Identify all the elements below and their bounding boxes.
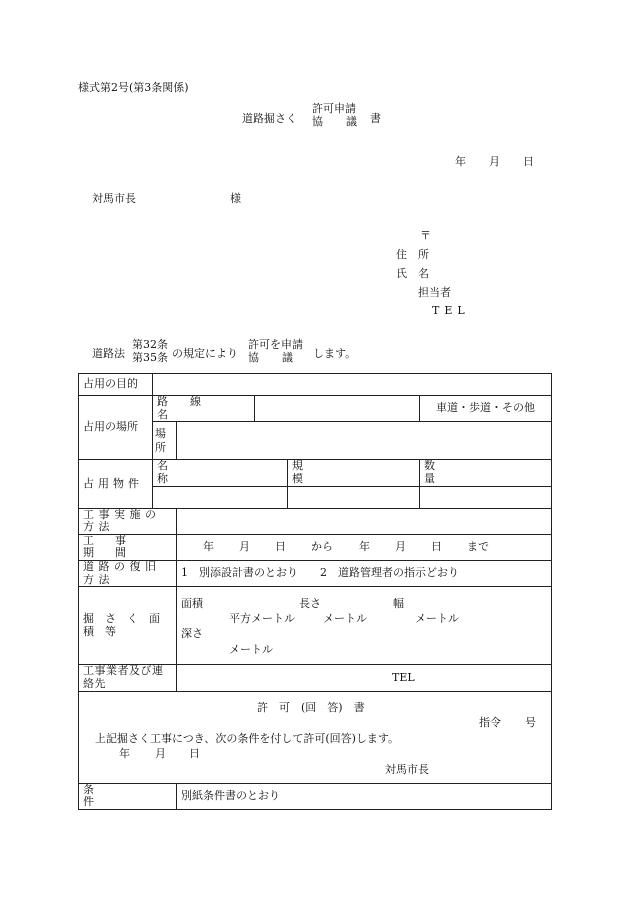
period-end-year: 年: [359, 540, 370, 554]
purpose-label: 占用の目的: [79, 374, 153, 396]
permit-day: 日: [189, 747, 200, 761]
route-field[interactable]: [255, 396, 420, 422]
statement-middle: の規定により: [172, 347, 238, 360]
spec-col-header: 規模: [288, 460, 420, 486]
width-word: 幅: [393, 596, 404, 610]
place-field[interactable]: [177, 422, 552, 460]
period-until: まで: [467, 540, 489, 554]
method-label: 工事実施の方法: [79, 508, 177, 534]
name-col-header: 名称: [153, 460, 288, 486]
date-day: 日: [523, 155, 534, 168]
title-options: [312, 102, 363, 128]
article-32: 第32条: [132, 338, 168, 351]
row-area: [79, 587, 552, 665]
statement-law: 道路法: [92, 347, 125, 360]
permit-body: 上記掘さく工事につき、次の条件を付して許可(回答)します。: [95, 732, 400, 746]
period-start-day: 日: [275, 540, 286, 554]
permit-signer: 対馬市長: [385, 763, 429, 777]
statement-option-consult: 協 議: [248, 351, 299, 364]
area-label: 掘さく面積等: [79, 587, 177, 665]
qty-field[interactable]: [420, 486, 552, 508]
period-label: 工事期間: [79, 534, 177, 560]
statement-options: [248, 338, 303, 364]
period-from: から: [311, 540, 333, 554]
title-suffix: 書: [370, 112, 381, 125]
contractor-label: 工事業者及び連絡先: [79, 665, 177, 691]
title-option-consult: 協 議: [312, 115, 363, 128]
period-start-month: 月: [239, 540, 250, 554]
postal-mark: 〒: [420, 229, 431, 242]
permit-block: [79, 691, 552, 783]
permit-content: [79, 692, 551, 782]
statement-option-permit: 許可を申請: [248, 338, 303, 351]
honorific: 様: [230, 192, 241, 205]
row-location-route: [79, 396, 552, 422]
title-prefix: 道路掘さく: [242, 112, 297, 125]
meter-unit-depth: メートル: [229, 642, 273, 656]
application-table: [78, 373, 552, 810]
tel-label: TEL: [432, 304, 470, 317]
row-condition: [79, 783, 552, 809]
area-field[interactable]: [177, 587, 552, 665]
contractor-field[interactable]: TEL: [177, 665, 552, 691]
row-period: [79, 534, 552, 560]
qty-col-header: 数量: [420, 460, 552, 486]
length-word: 長さ: [299, 596, 321, 610]
meter-unit-length: メートル: [323, 611, 367, 625]
statement-suffix: します。: [313, 347, 357, 360]
row-contractor: [79, 665, 552, 691]
row-object-header: [79, 460, 552, 486]
date-year: 年: [455, 155, 466, 168]
period-start-year: 年: [203, 540, 214, 554]
route-label: 路線名: [153, 396, 255, 422]
restore-label: 道路の復旧方法: [79, 561, 177, 587]
title-option-permit: 許可申請: [312, 102, 356, 115]
area-content: [177, 588, 551, 664]
article-35: 第35条: [132, 351, 168, 364]
row-permit: [79, 691, 552, 783]
road-type[interactable]: 車道・歩道・その他: [420, 396, 552, 422]
permit-number-suffix: 号: [525, 716, 536, 730]
row-purpose: [79, 374, 552, 396]
date-month: 月: [489, 155, 500, 168]
meter-unit-width: メートル: [415, 611, 459, 625]
form-number: 様式第2号(第3条関係): [78, 81, 189, 94]
name-label: 氏 名: [396, 267, 429, 280]
sqm-unit: 平方メートル: [229, 611, 295, 625]
location-label: 占用の場所: [79, 396, 153, 460]
object-label: 占用物件: [79, 460, 153, 508]
condition-field[interactable]: 別紙条件書のとおり: [177, 783, 552, 809]
addressee: 対馬市長: [92, 192, 136, 205]
row-method: [79, 508, 552, 534]
row-restore: [79, 561, 552, 587]
permit-month: 月: [155, 747, 166, 761]
statement-articles: [132, 338, 168, 364]
area-word: 面積: [181, 596, 203, 610]
period-text: [203, 541, 551, 554]
method-field[interactable]: [177, 508, 552, 534]
permit-directive: 指令: [479, 716, 501, 730]
spec-field[interactable]: [288, 486, 420, 508]
restore-field[interactable]: 1 別添設計書のとおり 2 道路管理者の指示どおり: [177, 561, 552, 587]
permit-title: 許 可 (回 答) 書: [257, 701, 365, 715]
depth-word: 深さ: [181, 626, 203, 640]
contact-person-label: 担当者: [418, 286, 451, 299]
condition-label: 条件: [79, 783, 177, 809]
name-field[interactable]: [153, 486, 288, 508]
permit-year: 年: [119, 747, 130, 761]
address-label: 住 所: [396, 248, 429, 261]
place-label: 場所: [153, 422, 177, 460]
period-field[interactable]: [177, 534, 552, 560]
period-end-day: 日: [431, 540, 442, 554]
period-end-month: 月: [395, 540, 406, 554]
purpose-field[interactable]: [153, 374, 552, 396]
